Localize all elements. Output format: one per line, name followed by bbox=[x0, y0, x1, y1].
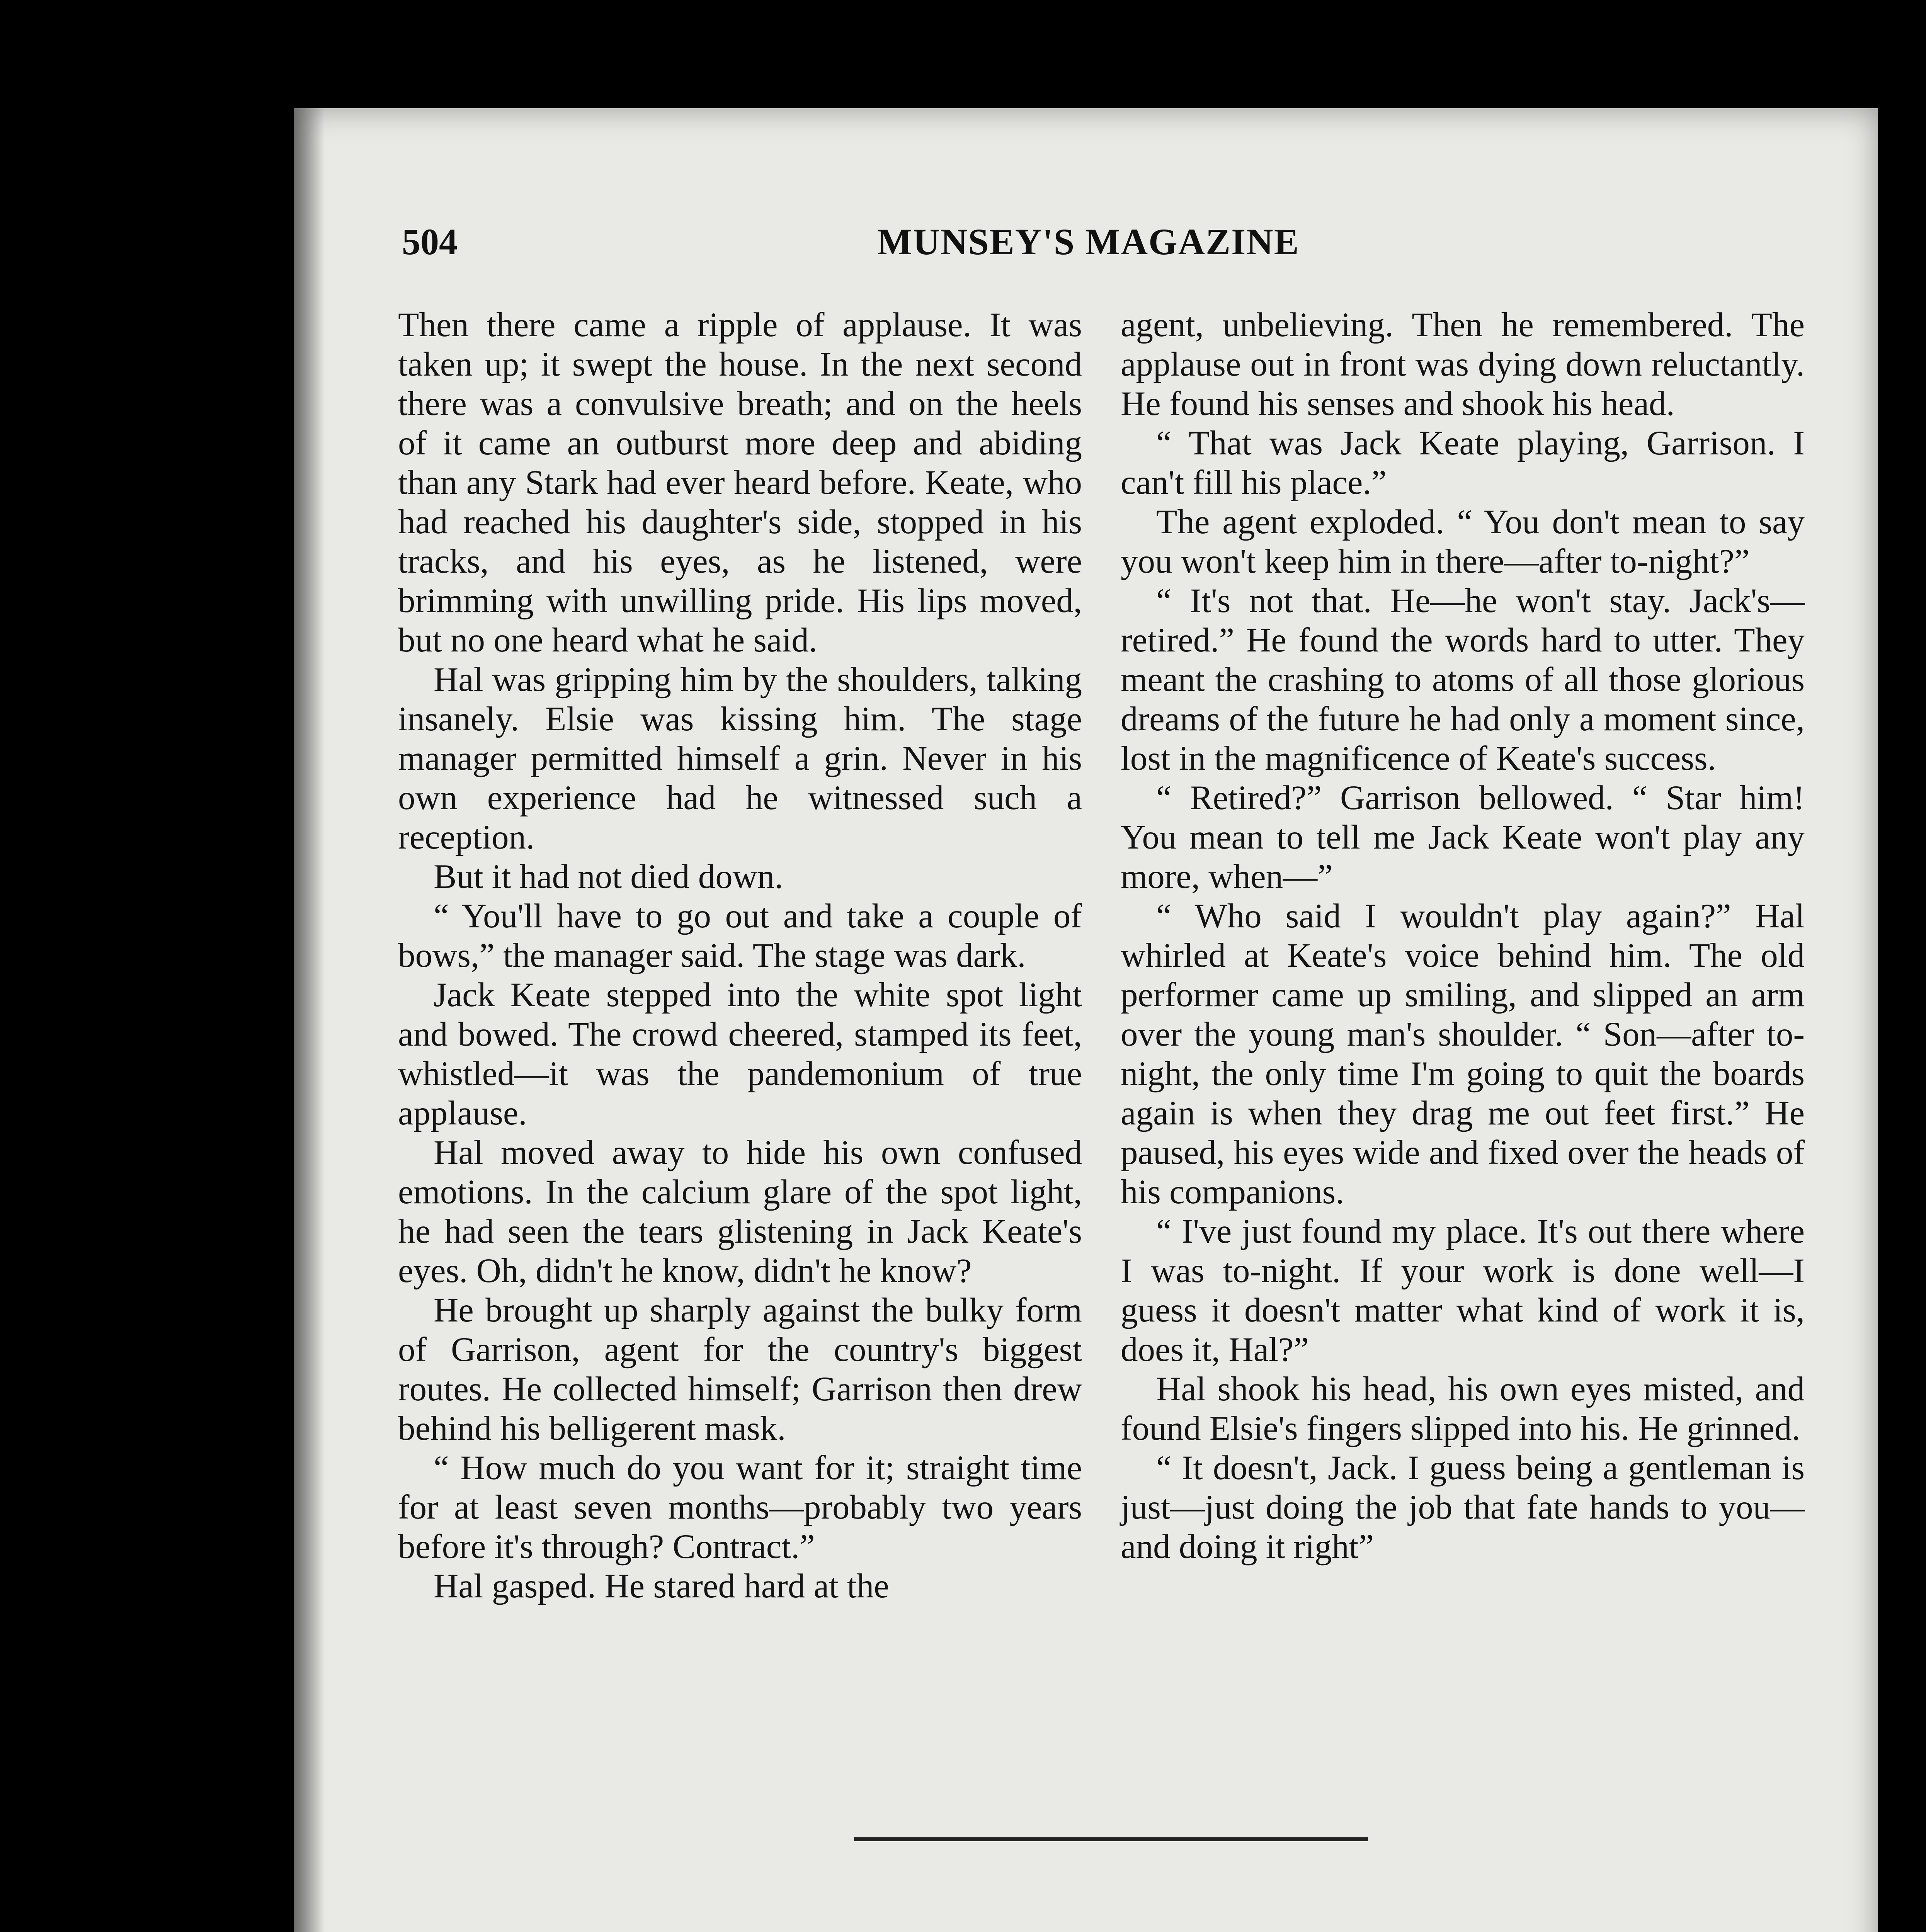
paragraph: Hal was gripping him by the shoulders, talking insanely. Elsie was kissing him. The stage manager permitted himself a grin. Never in his own experience had he witnessed such a reception. bbox=[398, 661, 1082, 856]
paragraph: Jack Keate stepped into the white spot light and bowed. The crowd cheered, stamped its feet, whistled—it was the pandemonium of true applause. bbox=[398, 976, 1082, 1132]
paragraph: Hal shook his head, his own eyes misted, and found Elsie's fingers slipped into his. He grinned. bbox=[1121, 1370, 1805, 1447]
paragraph: “ You'll have to go out and take a couple of bows,” the manager said. The stage was dark. bbox=[398, 897, 1082, 975]
paragraph: Hal gasped. He stared hard at the bbox=[434, 1567, 889, 1605]
paragraph: The agent exploded. “ You don't mean to say you won't keep him in there—after to-night?” bbox=[1121, 503, 1805, 580]
section-divider bbox=[854, 1837, 1368, 1841]
page-content bbox=[294, 108, 1878, 1932]
running-title: MUNSEY'S MAGAZINE bbox=[877, 221, 1300, 262]
paragraph: Then there came a ripple of applause. It was taken up; it swept the house. In the next second there was a convulsive breath; and on the heels of it came an outburst more deep and abiding than any Stark had ever heard before. Keate, who had reached his daughter's side, stopped in his tracks, and his eyes, as he listened, were brimming with unwilling pride. His lips moved, but no one heard what he said. bbox=[398, 306, 1082, 659]
paragraph: “ It doesn't, Jack. I guess being a gentleman is just—just doing the job that fate hands to you—and doing it right” bbox=[1121, 1449, 1805, 1566]
paragraph: He brought up sharply against the bulky form of Garrison, agent for the country's biggest routes. He collected himself; Garrison then drew behind his belligerent mask. bbox=[398, 1291, 1082, 1447]
paragraph: “ I've just found my place. It's out there where I was to-night. If your work is done well—I guess it doesn't matter what kind of work it is, does it, Hal?” bbox=[1121, 1213, 1805, 1369]
paragraph: “ How much do you want for it; straight time for at least seven months—probably two years before it's through? Contract.” bbox=[398, 1449, 1082, 1566]
paragraph: “ It's not that. He—he won't stay. Jack's—retired.” He found the words hard to utter. They meant the crashing to atoms of all those glorious dreams of the future he had only a moment since, lost in the magnificence of Keate's success. bbox=[1121, 582, 1805, 777]
paragraph: “ That was Jack Keate playing, Garrison. I can't fill his place.” bbox=[1121, 424, 1805, 502]
paragraph: Hal moved away to hide his own confused emotions. In the calcium glare of the spot light, he had seen the tears glistening in Jack Keate's eyes. Oh, didn't he know, didn't he know? bbox=[398, 1134, 1082, 1290]
running-header bbox=[402, 220, 1785, 290]
paragraph: But it had not died down. bbox=[434, 858, 783, 896]
page-number: 504 bbox=[402, 221, 458, 262]
story-left-column bbox=[398, 305, 1082, 1606]
paragraph: agent, unbelieving. Then he remembered. The applause out in front was dying down reluctantly. He found his senses and shook his head. bbox=[1121, 306, 1805, 423]
story-right-column bbox=[1121, 305, 1805, 1566]
paragraph: “ Retired?” Garrison bellowed. “ Star him! You mean to tell me Jack Keate won't play any more, when—” bbox=[1121, 779, 1805, 896]
paragraph: “ Who said I wouldn't play again?” Hal whirled at Keate's voice behind him. The old performer came up smiling, and slipped an arm over the young man's shoulder. “ Son—after to-night, the only time I'm going to quit the boards again is when they drag me out feet first.” He paused, his eyes wide and fixed over the heads of his companions. bbox=[1121, 897, 1805, 1211]
